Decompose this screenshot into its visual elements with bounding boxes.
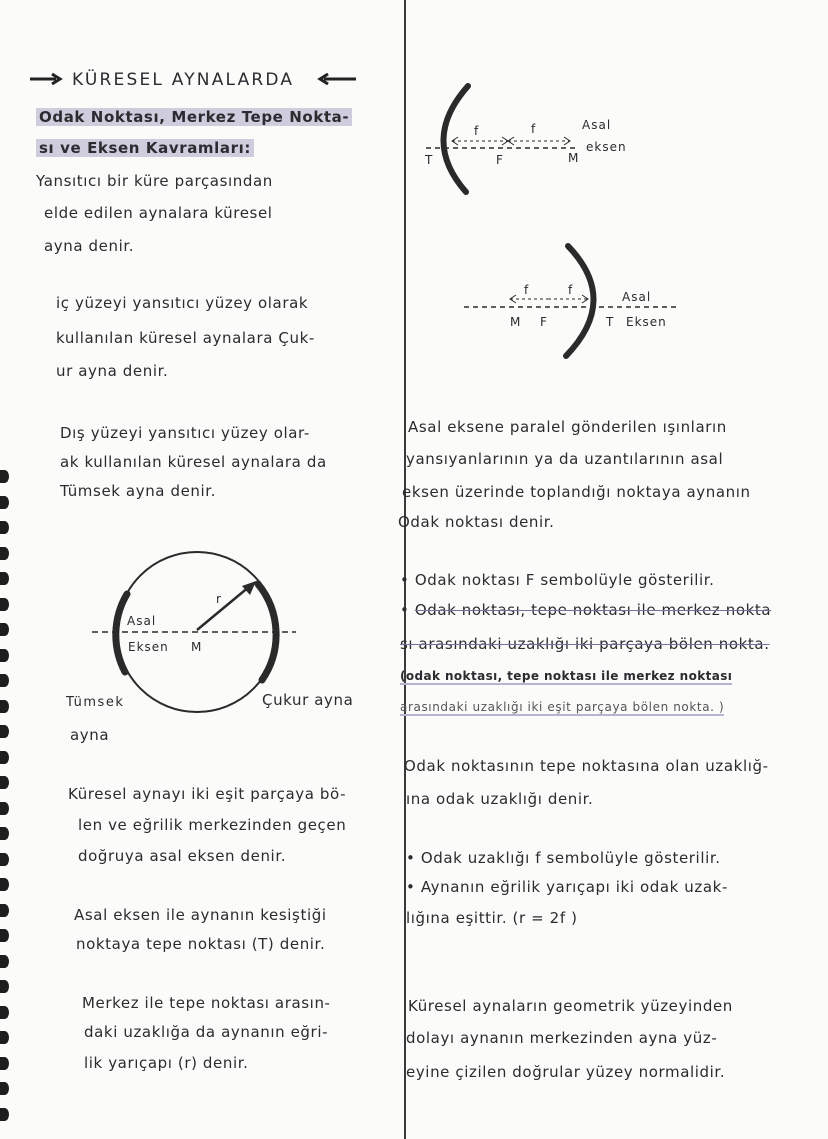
surface-normal-line: dolayı aynanın merkezinden ayna yüz- [406, 1029, 718, 1047]
focal-point-definition-line: Asal eksene paralel gönderilen ışınların [408, 418, 727, 436]
definition-line: ayna denir. [44, 237, 135, 255]
section-heading-line1: Odak Noktası, Merkez Tepe Nokta- [36, 107, 352, 127]
radius-definition-line: Merkez ile tepe noktası arasın- [82, 994, 331, 1012]
concave-definition-line: kullanılan küresel aynalara Çuk- [56, 329, 315, 347]
mirror1-label-t: T [425, 153, 434, 167]
bullet-radius-relation-2: lığına eşittir. (r = 2f ) [406, 909, 578, 927]
convex-definition-line: ak kullanılan küresel aynalara da [60, 453, 327, 471]
focal-point-definition-line: Odak noktası denir. [398, 513, 555, 531]
diagram-label-asal: Asal [127, 614, 157, 628]
mirror1-label-asal: Asal [582, 118, 612, 132]
radius-definition-line: lik yarıçapı (r) denir. [84, 1054, 249, 1072]
diagram-label-radius: r [216, 592, 222, 606]
diagram-label-convex: Tümsek [66, 695, 125, 710]
page-title: KÜRESEL AYNALARDA [72, 70, 295, 90]
mirror2-label-t: T [606, 315, 615, 329]
vertex-definition-line: noktaya tepe noktası (T) denir. [76, 935, 326, 953]
diagram-label-eksen: Eksen [128, 640, 169, 654]
mirror1-label-f1: f [474, 124, 480, 138]
definition-line: elde edilen aynalara küresel [44, 204, 273, 222]
focal-point-definition-line: yansıyanlarının ya da uzantılarının asal [406, 450, 724, 468]
diagram-label-convex-2: ayna [70, 726, 110, 744]
mirror2-label-m: M [510, 315, 522, 329]
convex-definition-line: Tümsek ayna denir. [60, 482, 217, 500]
concave-definition-line: iç yüzeyi yansıtıcı yüzey olarak [56, 294, 309, 312]
surface-normal-line: Küresel aynaların geometrik yüzeyinden [408, 997, 733, 1015]
mirror2-label-focus: F [540, 315, 548, 329]
vertex-definition-line: Asal eksen ile aynanın kesiştiği [74, 906, 327, 924]
mirror2-label-f1: f [524, 283, 530, 297]
radius-definition-line: daki uzaklığa da aynanın eğri- [84, 1023, 329, 1041]
bullet-focal-position: • Odak noktası, tepe noktası ile merkez nokta [400, 601, 772, 619]
mirror1-label-eksen: eksen [586, 140, 627, 154]
focal-length-definition-line: Odak noktasının tepe noktasına olan uzaklığ- [404, 757, 769, 775]
focal-length-definition-line: ına odak uzaklığı denir. [406, 790, 594, 808]
bullet-focal-position-2: sı arasındaki uzaklığı iki parçaya bölen nokta. [400, 635, 770, 653]
mirror2-label-asal: Asal [622, 290, 652, 304]
principal-axis-line: len ve eğrilik merkezinden geçen [78, 816, 347, 834]
mirror2-label-f2: f [568, 283, 574, 297]
principal-axis-line: Küresel aynayı iki eşit parçaya bö- [68, 785, 347, 803]
bullet-radius-relation: • Aynanın eğrilik yarıçapı iki odak uzak- [406, 878, 728, 896]
surface-normal-line: eyine çizilen doğrular yüzey normalidir. [406, 1063, 726, 1081]
mirror2-label-eksen: Eksen [626, 315, 667, 329]
section-heading-line2: sı ve Eksen Kavramları: [36, 138, 254, 158]
concave-definition-line: ur ayna denir. [56, 362, 169, 380]
convex-definition-line: Dış yüzeyi yansıtıcı yüzey olar- [60, 424, 310, 442]
principal-axis-line: doğruya asal eksen denir. [78, 847, 287, 865]
definition-line: Yansıtıcı bir küre parçasından [36, 172, 273, 190]
diagram-label-center-m: M [191, 640, 203, 654]
mirror1-label-f2: f [531, 122, 537, 136]
correction-note-line: (odak noktası, tepe noktası ile merkez noktası [400, 669, 733, 683]
diagram-label-concave: Çukur ayna [262, 691, 354, 709]
mirror1-label-m: M [568, 151, 580, 165]
bullet-focal-symbol: • Odak noktası F sembolüyle gösterilir. [400, 571, 715, 589]
mirror1-label-focus: F [496, 153, 504, 167]
correction-note-line: arasındaki uzaklığı iki eşit parçaya bölen nokta. ) [400, 700, 725, 714]
bullet-focal-length-symbol: • Odak uzaklığı f sembolüyle gösterilir. [406, 849, 721, 867]
focal-point-definition-line: eksen üzerinde toplandığı noktaya aynanın [402, 483, 751, 501]
